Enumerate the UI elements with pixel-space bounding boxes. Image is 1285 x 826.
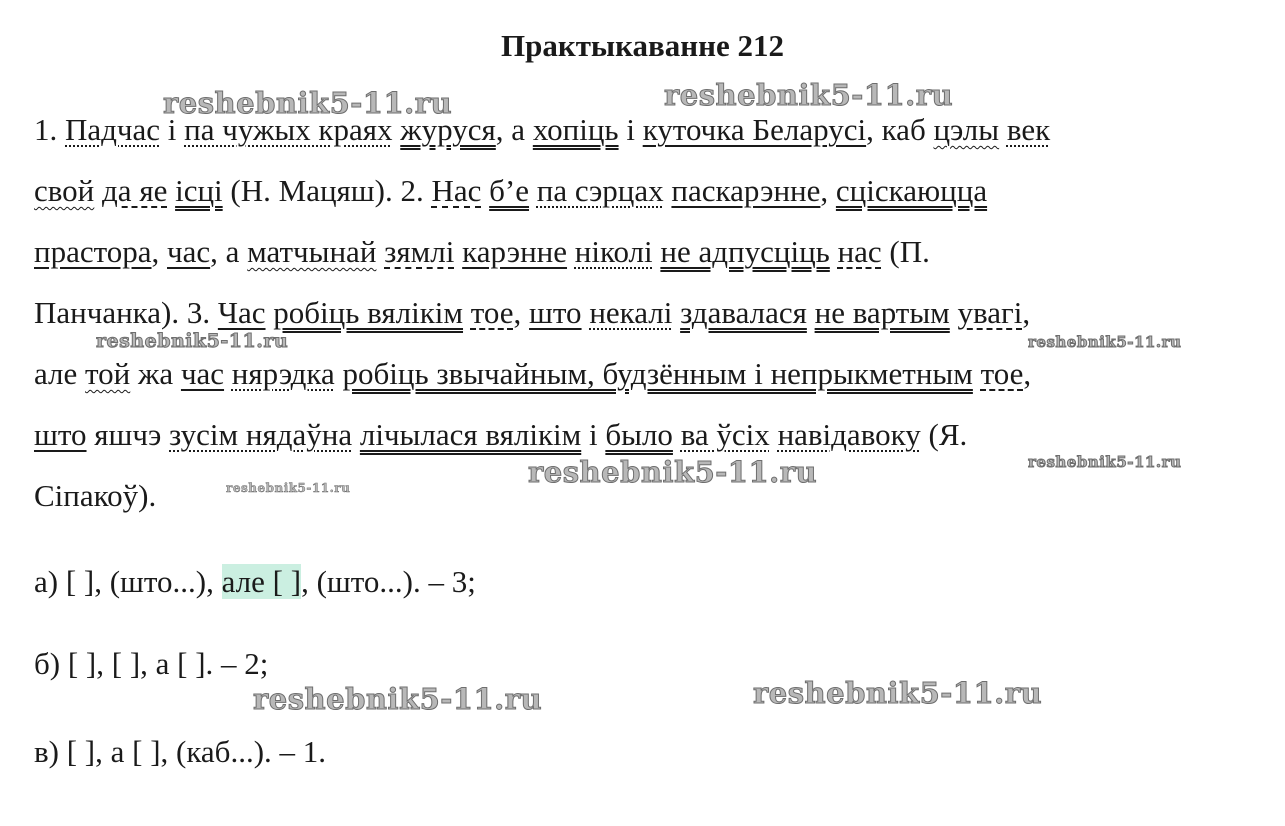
watermark: reshebnik5-11.ru (664, 78, 954, 112)
text-fragment (481, 173, 489, 208)
subject-word: куточка Беларусі (642, 112, 867, 147)
predicate-word: ісці (175, 173, 223, 208)
text-fragment: (Н. Мацяш). 2. (222, 173, 432, 208)
predicate-word: здавалася (680, 295, 807, 330)
text-fragment: , (1022, 295, 1031, 330)
object-word: тое (470, 295, 514, 330)
subject-word: Час (217, 295, 266, 330)
subject-word: час (180, 356, 225, 391)
text-fragment (529, 173, 537, 208)
scheme-highlight: але [ ] (221, 564, 302, 599)
predicate-word: лічылася вялікім (359, 417, 582, 452)
attribute-word: цэлы (933, 112, 1000, 147)
adverbial-word: Падчас (65, 112, 161, 147)
watermark: reshebnik5-11.ru (163, 86, 453, 120)
object-word: увагі (957, 295, 1023, 330)
text-fragment (335, 356, 343, 391)
text-fragment: і (160, 112, 185, 147)
adverbial-word: ва ўсіх (680, 417, 770, 452)
predicate-word: б’е (489, 173, 530, 208)
subject-word: карэнне (462, 234, 568, 269)
object-word: зямлі (384, 234, 455, 269)
watermark: reshebnik5-11.ru (1028, 333, 1182, 351)
text-fragment: , (151, 234, 168, 269)
adverbial-word: некалі (589, 295, 673, 330)
attribute-word: матчынай (247, 234, 377, 269)
text-fragment (770, 417, 778, 452)
subject-word: што (34, 417, 87, 452)
text-fragment (463, 295, 471, 330)
text-fragment: і (581, 417, 606, 452)
text-fragment: яшчэ (86, 417, 170, 452)
adverbial-word: зусім нядаўна (169, 417, 353, 452)
text-fragment (224, 356, 232, 391)
attribute-word: свой (34, 173, 95, 208)
subject-word: што (529, 295, 582, 330)
scheme-text: , (што...). – 3; (301, 564, 476, 599)
text-fragment: , (513, 295, 530, 330)
text-fragment: але (34, 356, 86, 391)
text-fragment (950, 295, 958, 330)
predicate-word: сціскаюцца (835, 173, 988, 208)
text-fragment: , а (495, 112, 533, 147)
subject-word: прастора (34, 234, 152, 269)
text-fragment (376, 234, 384, 269)
object-word: тое (980, 356, 1024, 391)
subject-word: паскарэнне (671, 173, 821, 208)
text-fragment: (П. (881, 234, 930, 269)
watermark: reshebnik5-11.ru (253, 682, 543, 716)
text-line-7 (34, 476, 156, 516)
text-line-5 (34, 354, 1031, 394)
predicate-word: хопіць (532, 112, 619, 147)
predicate-word: робіць звычайным, будзённым і непрыкметным (342, 356, 973, 391)
text-fragment: і (618, 112, 643, 147)
text-fragment (830, 234, 838, 269)
scheme-text: а) [ ], (што...), (34, 564, 222, 599)
predicate-word: журуся (400, 112, 496, 147)
text-fragment: , каб (866, 112, 934, 147)
watermark: reshebnik5-11.ru (753, 676, 1043, 710)
watermark: reshebnik5-11.ru (1028, 453, 1182, 471)
text-fragment: 1. (34, 112, 65, 147)
text-fragment (94, 173, 102, 208)
watermark: reshebnik5-11.ru (226, 481, 351, 495)
text-fragment: , (1023, 356, 1032, 391)
scheme-a (34, 562, 476, 602)
text-line-6 (34, 415, 967, 455)
text-fragment (454, 234, 462, 269)
adverbial-word: па сэрцах (536, 173, 664, 208)
text-fragment (167, 173, 175, 208)
text-line-3 (34, 232, 930, 272)
adverbial-word: навідавоку (777, 417, 921, 452)
text-fragment (973, 356, 981, 391)
text-line-4 (34, 293, 1030, 333)
text-fragment (999, 112, 1007, 147)
adverbial-word: век (1006, 112, 1051, 147)
scheme-b: б) [ ], [ ], а [ ]. – 2; (34, 646, 269, 681)
text-fragment (352, 417, 360, 452)
predicate-word: робіць вялікім (273, 295, 464, 330)
adverbial-word: ніколі (574, 234, 653, 269)
text-fragment: , а (210, 234, 248, 269)
text-fragment (807, 295, 815, 330)
adverbial-word: нярэдка (231, 356, 335, 391)
text-fragment: (Я. (920, 417, 968, 452)
subject-word: час (167, 234, 211, 269)
watermark: reshebnik5-11.ru (96, 330, 289, 352)
predicate-word: не вартым (814, 295, 950, 330)
text-fragment (672, 295, 680, 330)
text-fragment: Сіпакоў). (34, 478, 157, 513)
predicate-word: было (605, 417, 673, 452)
attribute-word: той (85, 356, 131, 391)
text-fragment: Панчанка). 3. (34, 295, 218, 330)
object-word: Нас (431, 173, 482, 208)
text-line-2 (34, 171, 987, 211)
watermark: reshebnik5-11.ru (528, 455, 818, 489)
predicate-word: не адпусціць (660, 234, 830, 269)
text-fragment (673, 417, 681, 452)
text-fragment: жа (130, 356, 181, 391)
object-word: нас (837, 234, 882, 269)
object-word: да яе (102, 173, 168, 208)
page-title: Практыкаванне 212 (500, 28, 784, 63)
adverbial-word: па чужых краях (184, 112, 393, 147)
scheme-c: в) [ ], а [ ], (каб...). – 1. (34, 734, 327, 769)
text-fragment: , (820, 173, 836, 208)
text-fragment (567, 234, 575, 269)
